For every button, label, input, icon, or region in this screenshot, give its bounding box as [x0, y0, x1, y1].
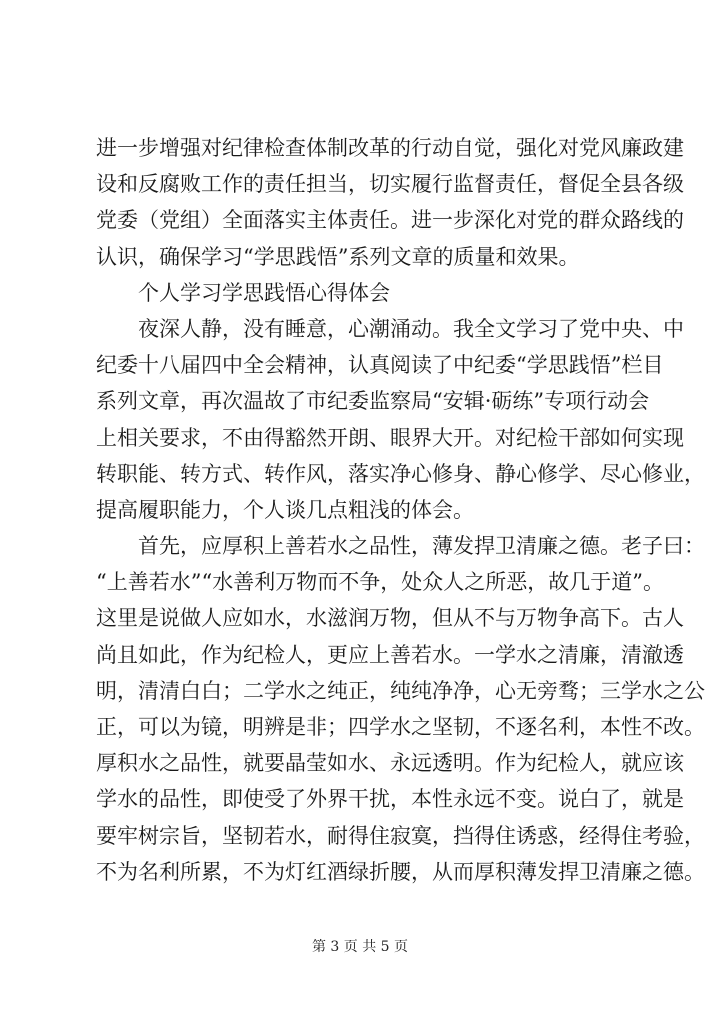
- text-line: 纪委十八届四中全会精神，认真阅读了中纪委“学思践悟”栏目: [96, 353, 664, 378]
- text-line: 明，清清白白；二学水之纯正，纯纯净净，心无旁骛；三学水之公: [96, 678, 705, 703]
- text-line: 厚积水之品性，就要晶莹如水、永远透明。作为纪检人，就应该: [96, 751, 684, 776]
- text-line: 系列文章，再次温故了市纪委监察局“安辑·砺练”专项行动会: [96, 389, 650, 414]
- document-body: [96, 130, 705, 890]
- text-line: 提高履职能力，个人谈几点粗浅的体会。: [96, 497, 474, 522]
- text-line: 不为名利所累，不为灯红酒绿折腰，从而厚积薄发捍卫清廉之德。: [96, 859, 705, 884]
- text-line: 转职能、转方式、转作风，落实净心修身、静心修学、尽心修业，: [96, 461, 705, 486]
- text-line: 设和反腐败工作的责任担当，切实履行监督责任，督促全县各级: [96, 172, 684, 197]
- text-line: 进一步增强对纪律检查体制改革的行动自觉，强化对党风廉政建: [96, 136, 684, 160]
- text-line: 这里是说做人应如水，水滋润万物，但从不与万物争高下。古人: [96, 606, 684, 631]
- text-line: 要牢树宗旨，坚韧若水，耐得住寂寞，挡得住诱惑，经得住考验，: [96, 823, 705, 848]
- text-line: 尚且如此，作为纪检人，更应上善若水。一学水之清廉，清澈透: [96, 642, 684, 667]
- page-footer: [0, 937, 720, 957]
- text-line: 上相关要求，不由得豁然开朗、眼界大开。对纪检干部如何实现: [96, 425, 684, 450]
- page-indicator: 第 3 页 共 5 页: [311, 939, 409, 955]
- text-line: 首先，应厚积上善若水之品性，薄发捍卫清廉之德。老子曰：: [138, 534, 705, 559]
- text-line: 正，可以为镜，明辨是非；四学水之坚韧，不逐名利，本性不改。: [96, 715, 705, 739]
- section-title: 个人学习学思践悟心得体会: [138, 280, 390, 305]
- text-line: 认识，确保学习“学思践悟”系列文章的质量和效果。: [96, 244, 580, 269]
- text-line: 学水的品性，即使受了外界干扰，本性永远不变。说白了，就是: [96, 787, 684, 812]
- text-line: “上善若水”“水善利万物而不争，处众人之所恶，故几于道”。: [96, 570, 664, 595]
- text-line: 党委（党组）全面落实主体责任。进一步深化对党的群众路线的: [96, 208, 684, 233]
- text-line: 夜深人静，没有睡意，心潮涌动。我全文学习了党中央、中: [138, 316, 684, 341]
